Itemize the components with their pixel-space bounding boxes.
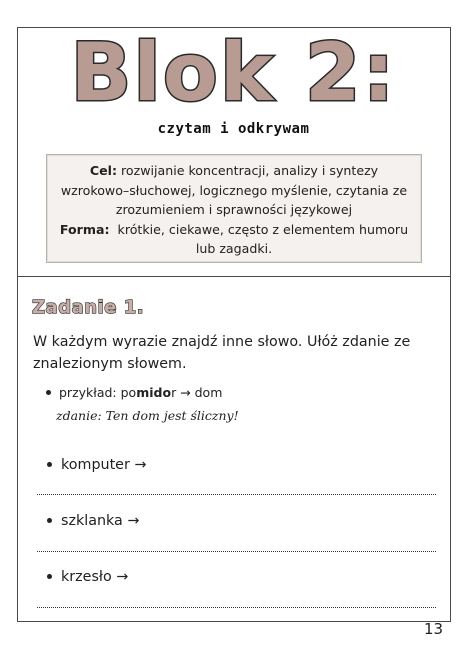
task-instruction: W każdym wyrazie znajdź inne słowo. Ułóż zdanie ze znalezionym słowem. xyxy=(33,334,411,372)
page-number: 13 xyxy=(424,620,444,638)
goal-box xyxy=(46,154,422,263)
example-word-end: r xyxy=(171,385,177,400)
task-title: Zadanie 1. xyxy=(32,297,145,318)
example-prefix: przykład: xyxy=(59,385,121,400)
answer-line[interactable] xyxy=(37,494,436,495)
bullet-icon xyxy=(47,574,52,579)
example-result: → dom xyxy=(176,385,223,400)
title-wrap xyxy=(0,26,467,119)
item-word: krzesło → xyxy=(61,569,129,585)
list-item xyxy=(47,569,128,585)
example-sentence: zdanie: Ten dom jest śliczny! xyxy=(56,408,239,423)
example-word-highlight: mido xyxy=(136,385,172,400)
block-subtitle: czytam i odkrywam xyxy=(157,121,310,137)
answer-line[interactable] xyxy=(37,607,436,608)
form-text: krótkie, ciekawe, często z elementem humoru lub zagadki. xyxy=(117,221,409,257)
example-word-start: po xyxy=(120,385,137,400)
item-word: komputer → xyxy=(61,457,147,473)
bullet-icon xyxy=(46,390,51,395)
answer-line[interactable] xyxy=(37,551,436,552)
item-word: szklanka → xyxy=(61,513,140,529)
bullet-icon xyxy=(47,518,52,523)
goal-label: Cel: xyxy=(89,163,117,178)
block-title: Blok 2: xyxy=(70,26,397,119)
list-item xyxy=(47,457,146,473)
section-divider xyxy=(17,276,451,277)
goal-text: rozwijanie koncentracji, analizy i syntezy wzrokowo–słuchowej, logicznego myślenie, czytania ze zrozumieniem i sprawności językowej xyxy=(60,163,408,218)
list-item xyxy=(47,513,139,529)
bullet-icon xyxy=(47,462,52,467)
example-line xyxy=(46,385,222,400)
form-label: Forma: xyxy=(59,221,110,237)
